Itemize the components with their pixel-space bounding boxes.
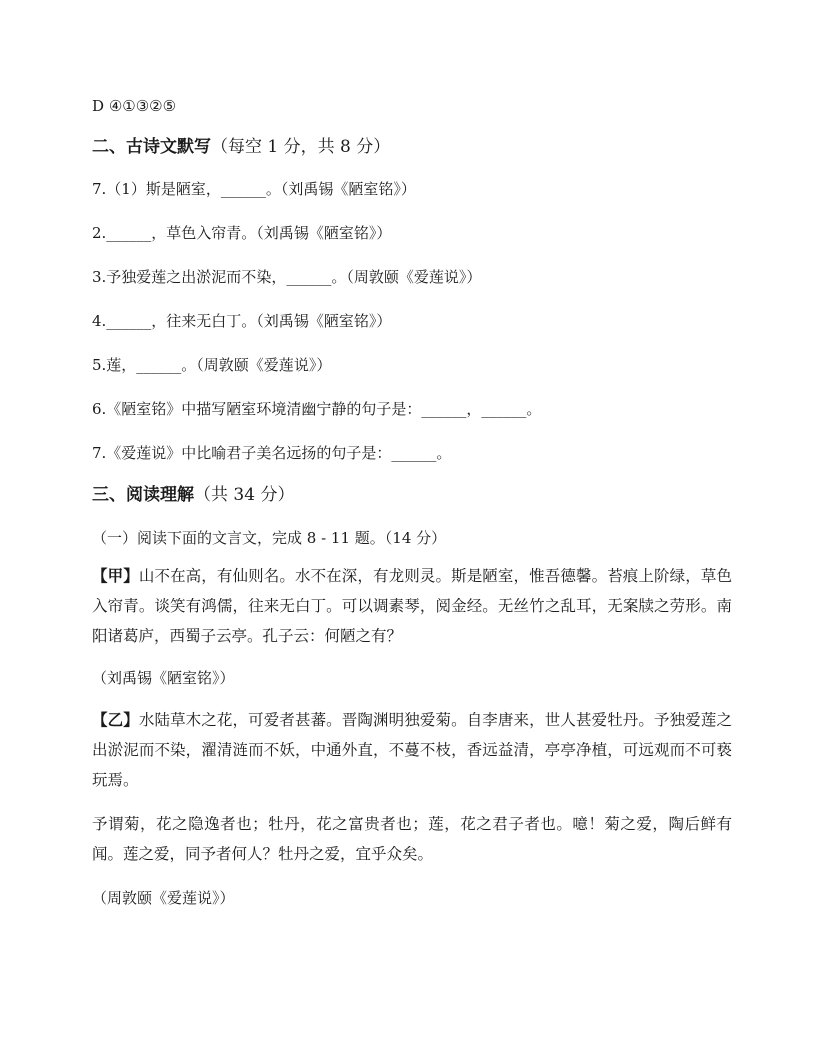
fill-item-4: 4.______，往来无白丁。（刘禹锡《陋室铭》） xyxy=(92,312,392,330)
fill-item-2: 2.______，草色入帘青。（刘禹锡《陋室铭》） xyxy=(92,224,392,242)
fill-item-3: 3.予独爱莲之出淤泥而不染，______。（周敦颐《爱莲说》） xyxy=(92,268,482,286)
section3-heading xyxy=(92,483,732,507)
option-sequence: ④①③②⑤ xyxy=(108,97,177,115)
passage-jia-text: 山不在高，有仙则名。水不在深，有龙则灵。斯是陋室，惟吾德馨。苔痕上阶绿，草色入帘青。谈笑有鸿儒，往来无白丁。可以调素琴，阅金经。无丝竹之乱耳，无案牍之劳形。南阳诸葛庐，西蜀子云亭。孔子云：何陋之有？ xyxy=(92,567,732,645)
section3-score: （共 34 分） xyxy=(194,485,295,505)
passage-yi-text2: 予谓菊，花之隐逸者也；牡丹，花之富贵者也；莲，花之君子者也。噫！菊之爱，陶后鲜有闻。莲之爱，同予者何人？牡丹之爱，宜乎众矣。 xyxy=(92,815,732,863)
fill-item-1: 7.（1）斯是陋室，______。（刘禹锡《陋室铭》） xyxy=(92,180,416,198)
passage-jia-tag: 【甲】 xyxy=(92,566,139,585)
fill-item-6: 6.《陋室铭》中描写陋室环境清幽宁静的句子是：______，______。 xyxy=(92,400,542,418)
passage-yi-text: 水陆草木之花，可爱者甚蕃。晋陶渊明独爱菊。自李唐来，世人甚爱牡丹。予独爱莲之出淤泥而不染，濯清涟而不妖，中通外直，不蔓不枝，香远益清，亭亭净植，可远观而不可亵玩焉。 xyxy=(92,711,732,789)
reading-intro: （一）阅读下面的文言文，完成 8 - 11 题。（14 分） xyxy=(92,529,447,547)
option-d xyxy=(92,95,732,117)
fill-item-7: 7.《爱莲说》中比喻君子美名远扬的句子是：______。 xyxy=(92,444,452,462)
passage-jia xyxy=(92,561,732,651)
section2-heading xyxy=(92,135,732,159)
passage-yi-source: （周敦颐《爱莲说》） xyxy=(92,889,235,907)
document-page xyxy=(92,95,732,909)
fill-item-5: 5.莲，______。（周敦颐《爱莲说》） xyxy=(92,356,332,374)
section2-title: 二、古诗文默写 xyxy=(92,137,211,157)
passage-yi-tag: 【乙】 xyxy=(92,710,139,729)
passage-yi xyxy=(92,705,732,795)
section3-title: 三、阅读理解 xyxy=(92,485,194,505)
passage-jia-source: （刘禹锡《陋室铭》） xyxy=(92,669,235,687)
section2-score: （每空 1 分，共 8 分） xyxy=(211,137,391,157)
option-letter: D xyxy=(92,97,105,115)
